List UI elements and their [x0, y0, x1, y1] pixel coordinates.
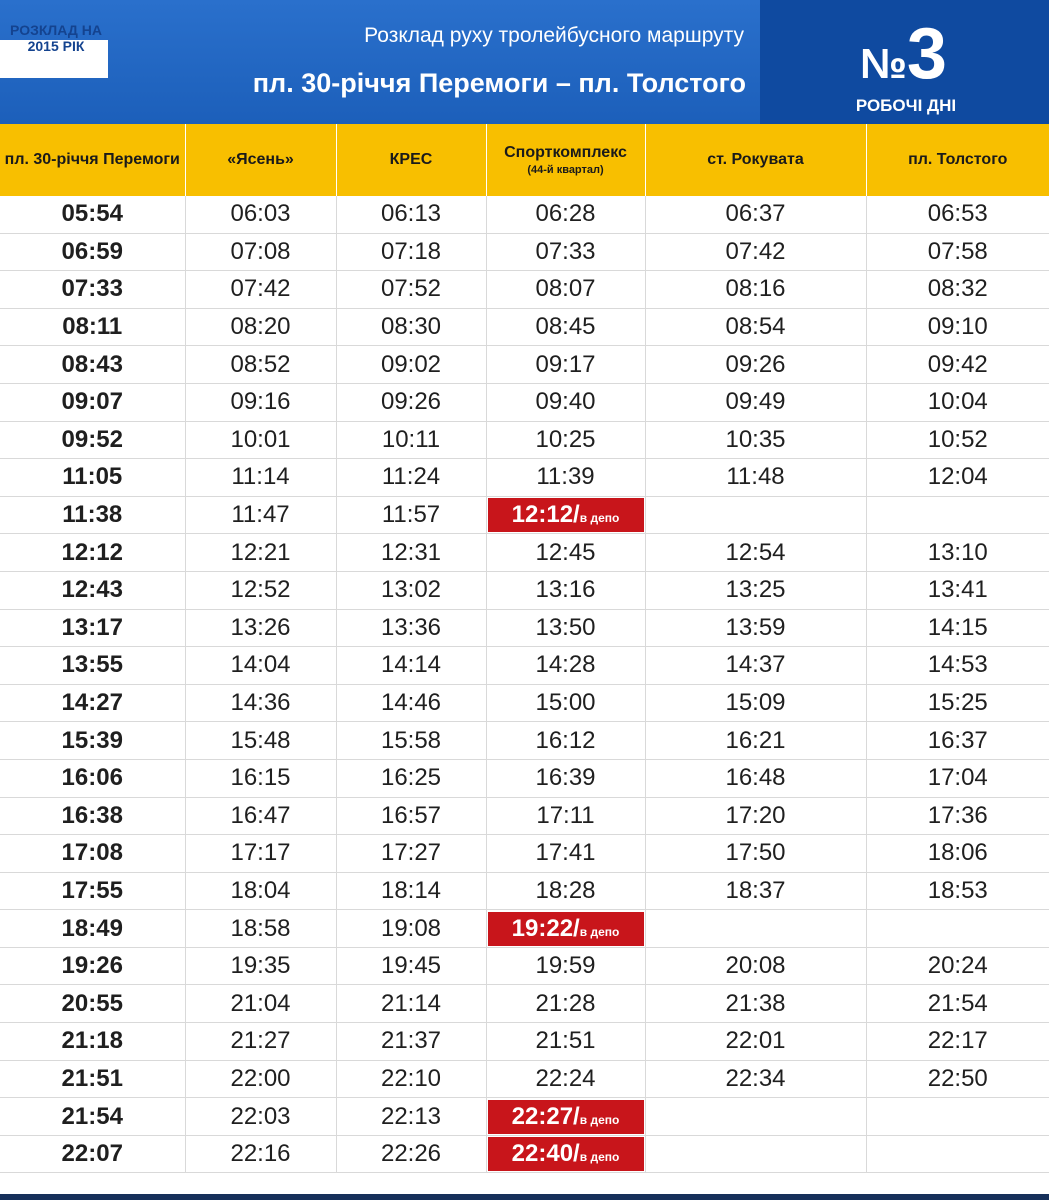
time-cell: [645, 1098, 866, 1136]
time-cell: 22:24: [486, 1060, 645, 1098]
time-cell: 22:17: [866, 1023, 1049, 1061]
time-cell: 22:16: [185, 1135, 336, 1173]
table-row: [0, 872, 1049, 910]
column-header-pl-30-richchia: [0, 124, 185, 196]
time-cell: 22:34: [645, 1060, 866, 1098]
time-cell: 07:33: [486, 233, 645, 271]
time-cell: 18:14: [336, 872, 486, 910]
time-cell: 18:06: [866, 835, 1049, 873]
time-cell: 22:03: [185, 1098, 336, 1136]
time-cell: 14:04: [185, 647, 336, 685]
time-cell: 12:12: [0, 534, 185, 572]
time-cell: 17:04: [866, 759, 1049, 797]
time-cell: 09:40: [486, 383, 645, 421]
time-cell: 13:02: [336, 571, 486, 609]
time-cell: 12:52: [185, 571, 336, 609]
time-cell: 11:14: [185, 459, 336, 497]
time-cell: [645, 910, 866, 948]
table-row: [0, 985, 1049, 1023]
time-cell: 08:52: [185, 346, 336, 384]
time-cell: 21:51: [0, 1060, 185, 1098]
time-cell: 21:27: [185, 1023, 336, 1061]
depot-time: 22:40/: [511, 1140, 580, 1168]
time-cell: 11:57: [336, 496, 486, 534]
table-row: [0, 308, 1049, 346]
time-cell: 13:36: [336, 609, 486, 647]
time-cell: 16:57: [336, 797, 486, 835]
table-row: [0, 835, 1049, 873]
table-row: [0, 271, 1049, 309]
time-cell: 08:16: [645, 271, 866, 309]
time-cell: 16:15: [185, 759, 336, 797]
time-cell: 18:53: [866, 872, 1049, 910]
column-header-label: Спорткомплекс: [504, 144, 627, 161]
time-cell: 09:49: [645, 383, 866, 421]
table-row: [0, 196, 1049, 233]
time-cell: 08:30: [336, 308, 486, 346]
time-cell: 08:11: [0, 308, 185, 346]
table-row: [0, 684, 1049, 722]
time-cell: 13:16: [486, 571, 645, 609]
time-cell: 09:42: [866, 346, 1049, 384]
table-row: [0, 947, 1049, 985]
time-cell: 15:48: [185, 722, 336, 760]
time-cell: 05:54: [0, 196, 185, 233]
time-cell: 13:41: [866, 571, 1049, 609]
time-cell: 11:47: [185, 496, 336, 534]
column-header-pl-tolstoho: [866, 124, 1049, 196]
time-cell: 14:28: [486, 647, 645, 685]
time-cell: 13:59: [645, 609, 866, 647]
time-cell: 16:38: [0, 797, 185, 835]
table-row: [0, 421, 1049, 459]
time-cell: [866, 910, 1049, 948]
time-cell: 12:04: [866, 459, 1049, 497]
table-row: [0, 609, 1049, 647]
column-header-label: ст. Рокувата: [707, 151, 804, 168]
time-cell: 12:31: [336, 534, 486, 572]
column-header-sportkompleks: [486, 124, 645, 196]
time-cell: 22:01: [645, 1023, 866, 1061]
time-cell: 21:38: [645, 985, 866, 1023]
depot-time-badge: [488, 1137, 644, 1171]
column-header-kres: [336, 124, 486, 196]
time-cell: [866, 1135, 1049, 1173]
time-cell: [645, 496, 866, 534]
route-title: пл. 30-річчя Перемоги – пл. Толстого: [252, 68, 746, 98]
header: [0, 0, 1049, 124]
time-cell: 19:45: [336, 947, 486, 985]
time-cell: 17:55: [0, 872, 185, 910]
time-cell: 14:53: [866, 647, 1049, 685]
time-cell: 16:48: [645, 759, 866, 797]
time-cell: 13:26: [185, 609, 336, 647]
time-cell: 21:18: [0, 1023, 185, 1061]
time-cell: 07:42: [185, 271, 336, 309]
time-cell: [486, 1098, 645, 1136]
time-cell: 10:01: [185, 421, 336, 459]
time-cell: 07:58: [866, 233, 1049, 271]
depot-label: в депо: [579, 1150, 620, 1165]
column-header-note: (44-й квартал): [527, 164, 604, 176]
route-number-value: 3: [906, 14, 947, 94]
time-cell: 17:17: [185, 835, 336, 873]
time-cell: 06:03: [185, 196, 336, 233]
time-cell: 07:33: [0, 271, 185, 309]
service-days: РОБОЧІ ДНІ: [855, 96, 957, 115]
time-cell: 19:59: [486, 947, 645, 985]
time-cell: 10:11: [336, 421, 486, 459]
time-cell: 21:14: [336, 985, 486, 1023]
header-left-panel: [0, 0, 760, 124]
depot-label: в депо: [579, 924, 620, 939]
table-row: [0, 797, 1049, 835]
time-cell: 08:43: [0, 346, 185, 384]
time-cell: 09:16: [185, 383, 336, 421]
time-cell: 08:45: [486, 308, 645, 346]
time-cell: 13:25: [645, 571, 866, 609]
time-cell: 16:25: [336, 759, 486, 797]
table-row: [0, 459, 1049, 497]
time-cell: 17:41: [486, 835, 645, 873]
table-row: [0, 1023, 1049, 1061]
time-cell: 08:54: [645, 308, 866, 346]
time-cell: 11:24: [336, 459, 486, 497]
depot-time-badge: [488, 912, 644, 946]
table-row: [0, 1098, 1049, 1136]
time-cell: 14:36: [185, 684, 336, 722]
time-cell: 16:21: [645, 722, 866, 760]
time-cell: [486, 910, 645, 948]
time-cell: 16:39: [486, 759, 645, 797]
time-cell: 14:46: [336, 684, 486, 722]
time-cell: 22:10: [336, 1060, 486, 1098]
time-cell: 06:53: [866, 196, 1049, 233]
time-cell: 18:28: [486, 872, 645, 910]
table-row: [0, 346, 1049, 384]
time-cell: 17:11: [486, 797, 645, 835]
depot-label: в депо: [579, 1112, 620, 1127]
time-cell: 08:07: [486, 271, 645, 309]
time-cell: 13:10: [866, 534, 1049, 572]
schedule-subtitle: Розклад руху тролейбусного маршруту: [364, 24, 744, 47]
time-cell: 19:26: [0, 947, 185, 985]
time-cell: 16:12: [486, 722, 645, 760]
time-cell: 17:50: [645, 835, 866, 873]
table-row: [0, 496, 1049, 534]
table-row: [0, 383, 1049, 421]
time-cell: 14:37: [645, 647, 866, 685]
time-cell: 07:08: [185, 233, 336, 271]
column-header-yasen: [185, 124, 336, 196]
time-cell: 17:20: [645, 797, 866, 835]
time-cell: 20:55: [0, 985, 185, 1023]
time-cell: 06:13: [336, 196, 486, 233]
time-cell: 13:55: [0, 647, 185, 685]
column-header-rokuvata: [645, 124, 866, 196]
time-cell: 12:45: [486, 534, 645, 572]
depot-time: 19:22/: [511, 914, 580, 942]
time-cell: 21:51: [486, 1023, 645, 1061]
table-row: [0, 534, 1049, 572]
table-row: [0, 647, 1049, 685]
table-row: [0, 1135, 1049, 1173]
time-cell: 17:27: [336, 835, 486, 873]
time-cell: 13:50: [486, 609, 645, 647]
time-cell: 07:42: [645, 233, 866, 271]
time-cell: 21:54: [866, 985, 1049, 1023]
time-cell: 09:02: [336, 346, 486, 384]
time-cell: 15:09: [645, 684, 866, 722]
year-badge: [0, 20, 124, 58]
time-cell: 12:54: [645, 534, 866, 572]
time-cell: 09:17: [486, 346, 645, 384]
table-row: [0, 1060, 1049, 1098]
column-header-row: [0, 124, 1049, 196]
depot-time-badge: [488, 498, 644, 532]
time-cell: 12:21: [185, 534, 336, 572]
time-cell: 14:15: [866, 609, 1049, 647]
table-row: [0, 571, 1049, 609]
timetable-body: [0, 196, 1049, 1173]
time-cell: 08:32: [866, 271, 1049, 309]
time-cell: 21:28: [486, 985, 645, 1023]
time-cell: [486, 496, 645, 534]
time-cell: 21:54: [0, 1098, 185, 1136]
time-cell: 16:47: [185, 797, 336, 835]
time-cell: 14:14: [336, 647, 486, 685]
time-cell: 15:00: [486, 684, 645, 722]
time-cell: 20:24: [866, 947, 1049, 985]
time-cell: 09:52: [0, 421, 185, 459]
time-cell: 19:08: [336, 910, 486, 948]
time-cell: 22:07: [0, 1135, 185, 1173]
time-cell: 17:08: [0, 835, 185, 873]
time-cell: 11:38: [0, 496, 185, 534]
table-row: [0, 722, 1049, 760]
column-header-label: пл. 30-річчя Перемоги: [4, 151, 180, 168]
time-cell: 09:26: [336, 383, 486, 421]
table-row: [0, 233, 1049, 271]
column-header-label: «Ясень»: [227, 151, 294, 168]
time-cell: 06:28: [486, 196, 645, 233]
time-cell: 11:39: [486, 459, 645, 497]
time-cell: 08:20: [185, 308, 336, 346]
time-cell: 10:04: [866, 383, 1049, 421]
time-cell: 16:37: [866, 722, 1049, 760]
time-cell: 22:26: [336, 1135, 486, 1173]
time-cell: [866, 496, 1049, 534]
time-cell: 07:52: [336, 271, 486, 309]
timetable: [0, 124, 1049, 1173]
footer-bar: [0, 1194, 1049, 1200]
route-number-symbol: №: [860, 40, 907, 87]
depot-time: 22:27/: [511, 1102, 580, 1130]
time-cell: 09:10: [866, 308, 1049, 346]
time-cell: 16:06: [0, 759, 185, 797]
year-badge-text: РОЗКЛАД НА 2015 РІК: [10, 22, 102, 54]
time-cell: 10:35: [645, 421, 866, 459]
time-cell: 11:48: [645, 459, 866, 497]
time-cell: 10:25: [486, 421, 645, 459]
time-cell: 17:36: [866, 797, 1049, 835]
time-cell: 18:37: [645, 872, 866, 910]
time-cell: 20:08: [645, 947, 866, 985]
time-cell: 10:52: [866, 421, 1049, 459]
time-cell: 22:13: [336, 1098, 486, 1136]
time-cell: [486, 1135, 645, 1173]
time-cell: 18:49: [0, 910, 185, 948]
column-header-label: КРЕС: [389, 151, 433, 168]
depot-time: 12:12/: [511, 501, 580, 529]
time-cell: 12:43: [0, 571, 185, 609]
time-cell: [645, 1135, 866, 1173]
time-cell: 06:37: [645, 196, 866, 233]
table-row: [0, 910, 1049, 948]
time-cell: 15:58: [336, 722, 486, 760]
time-cell: 11:05: [0, 459, 185, 497]
time-cell: 22:50: [866, 1060, 1049, 1098]
table-row: [0, 759, 1049, 797]
time-cell: 22:00: [185, 1060, 336, 1098]
time-cell: 19:35: [185, 947, 336, 985]
time-cell: 21:04: [185, 985, 336, 1023]
depot-label: в депо: [579, 511, 620, 526]
time-cell: 15:39: [0, 722, 185, 760]
column-header-label: пл. Толстого: [908, 151, 1008, 168]
depot-time-badge: [488, 1100, 644, 1134]
time-cell: 18:04: [185, 872, 336, 910]
time-cell: 09:07: [0, 383, 185, 421]
time-cell: 18:58: [185, 910, 336, 948]
time-cell: 14:27: [0, 684, 185, 722]
time-cell: 13:17: [0, 609, 185, 647]
time-cell: [866, 1098, 1049, 1136]
time-cell: 15:25: [866, 684, 1049, 722]
time-cell: 21:37: [336, 1023, 486, 1061]
time-cell: 06:59: [0, 233, 185, 271]
time-cell: 09:26: [645, 346, 866, 384]
time-cell: 07:18: [336, 233, 486, 271]
route-number: [860, 14, 947, 94]
